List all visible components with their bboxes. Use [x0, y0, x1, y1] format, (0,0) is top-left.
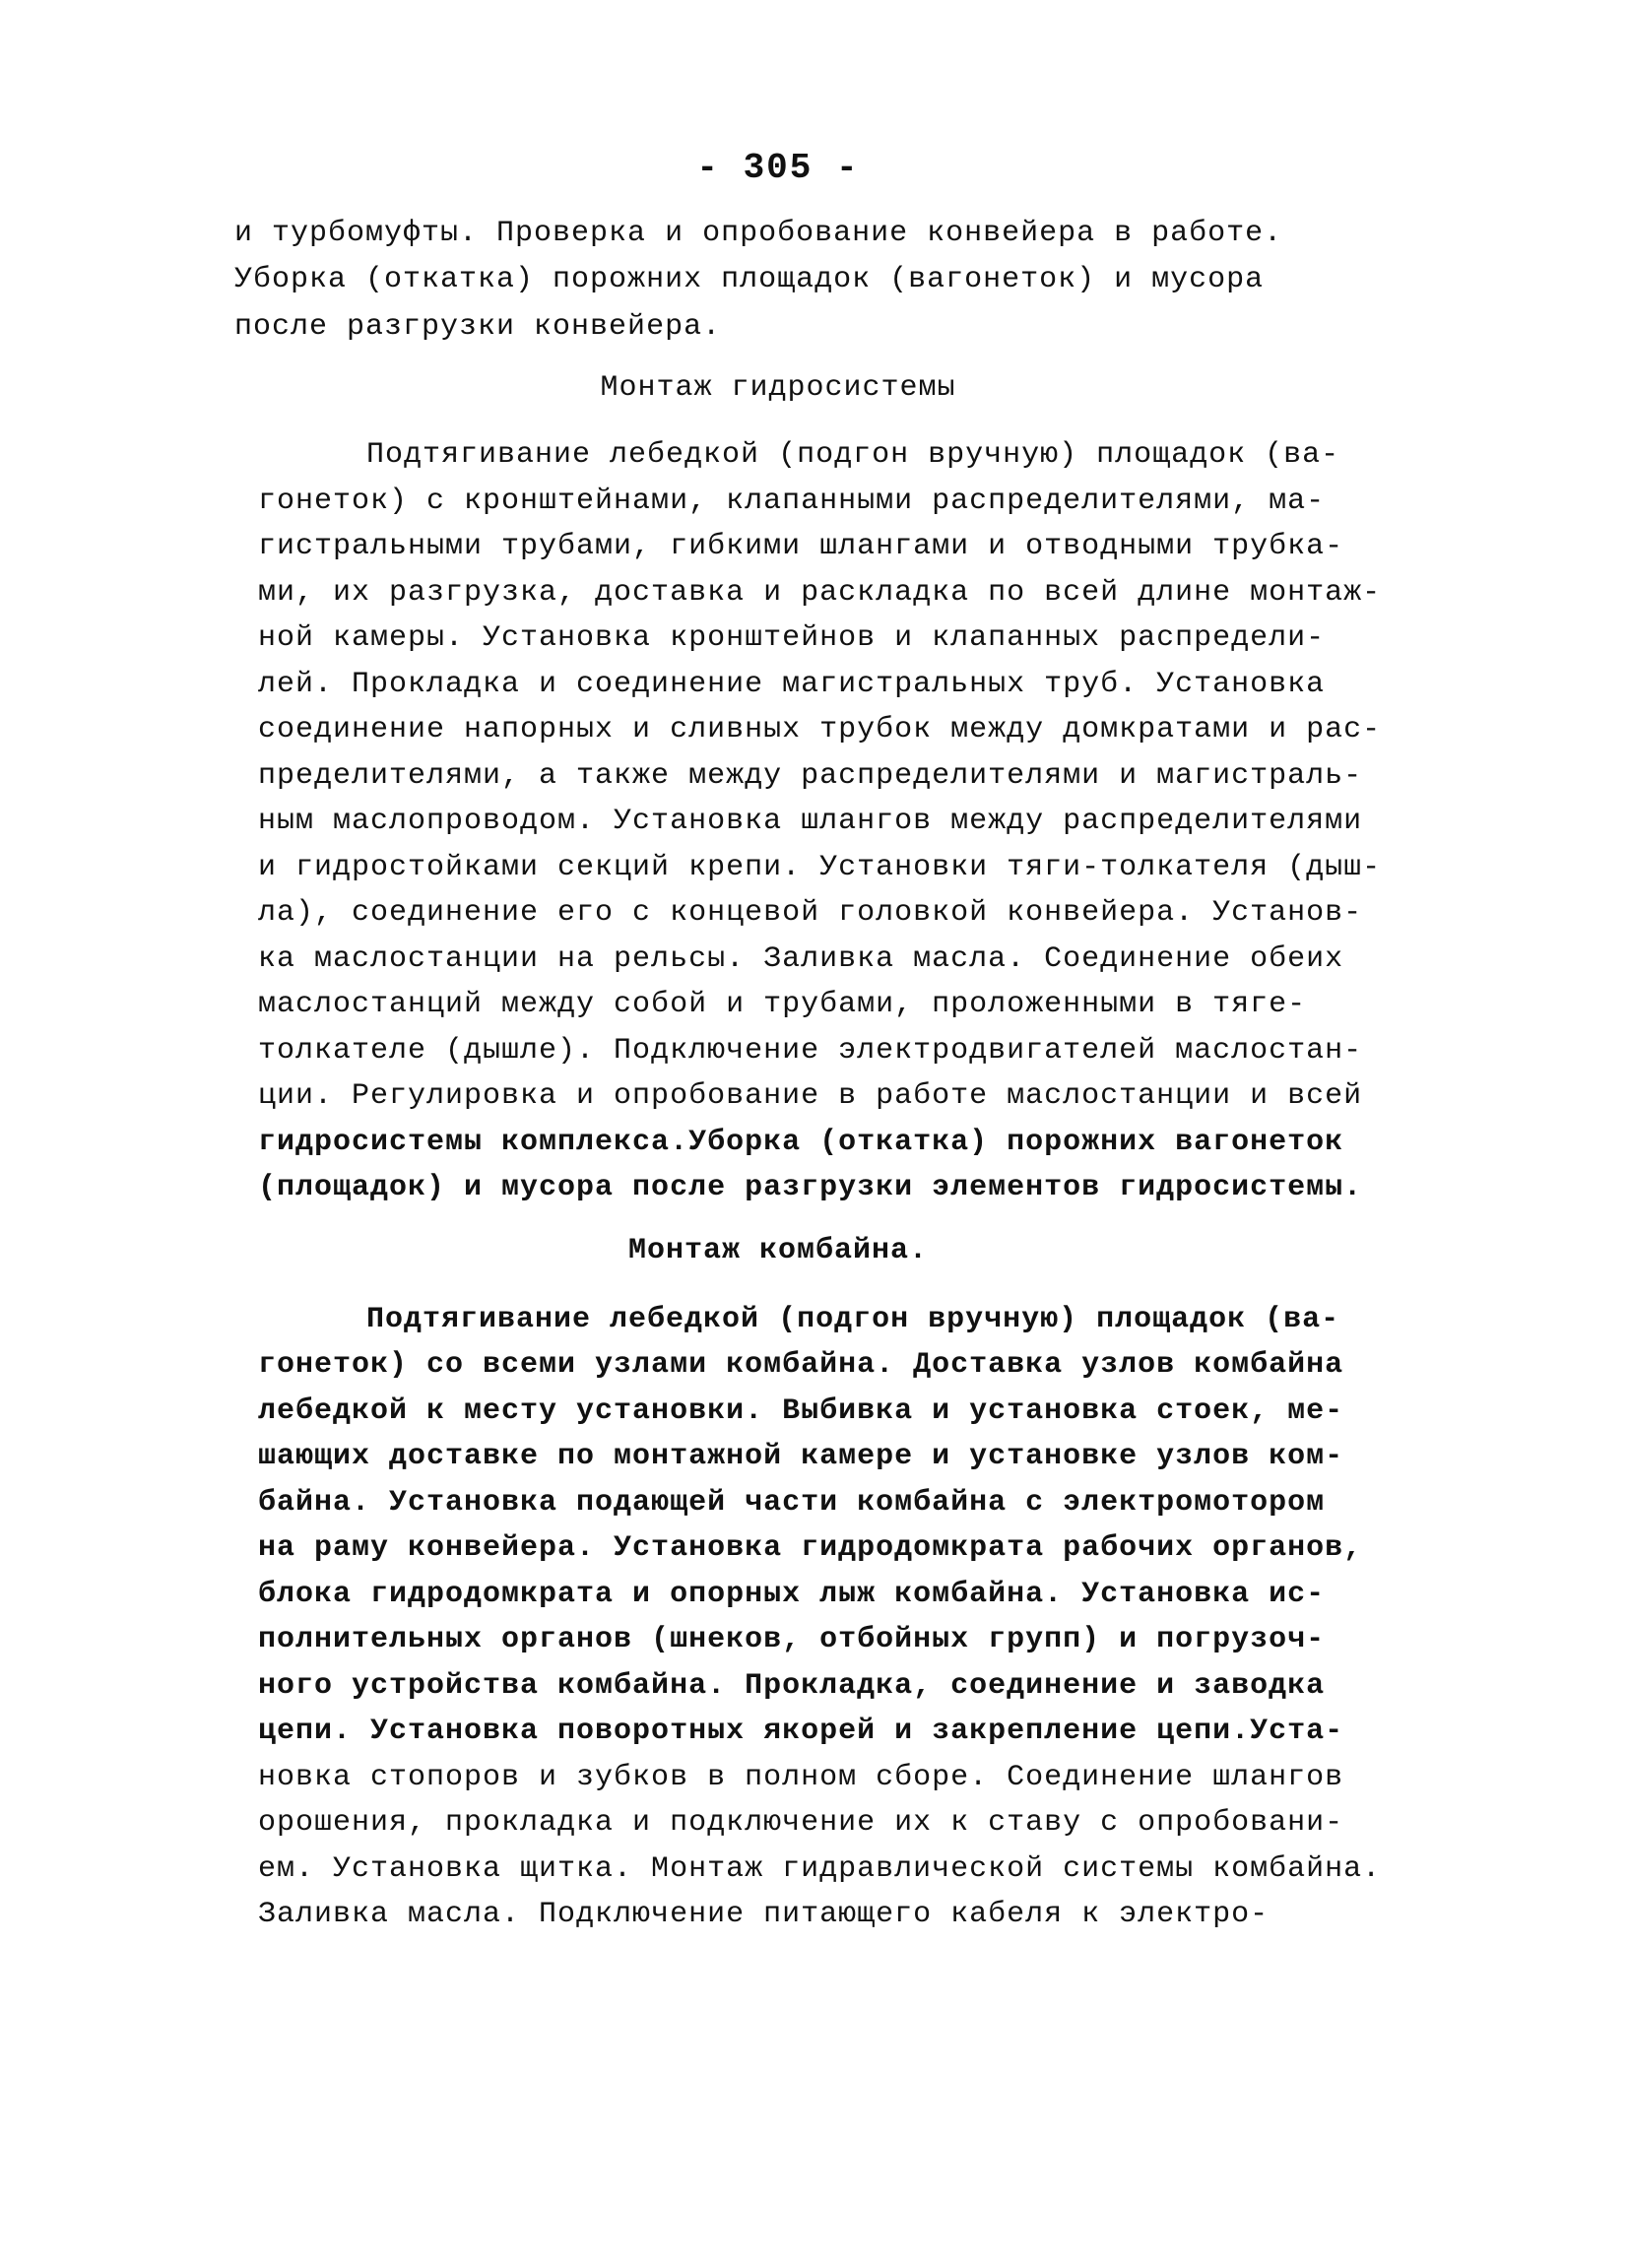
section1-line: соединение напорных и сливных трубок между домкратами и рас-	[258, 713, 1382, 746]
section1-line: гидросистемы комплекса.Уборка (откатка) порожних вагонеток	[258, 1126, 1344, 1159]
section1-line: (площадок) и мусора после разгрузки элементов гидросистемы.	[258, 1171, 1363, 1204]
section1-line: гистральными трубами, гибкими шлангами и отводными трубка-	[258, 530, 1344, 563]
section1-line: и гидростойками секций крепи. Установки тяги-толкателя (дыш-	[258, 851, 1382, 884]
intro-line: и турбомуфты. Проверка и опробование конвейера в работе.	[234, 217, 1283, 250]
section1-line: ции. Регулировка и опробование в работе маслостанции и всей	[258, 1079, 1363, 1113]
section1-line: ми, их разгрузка, доставка и раскладка по всей длине монтаж-	[258, 576, 1382, 610]
section2-line: байна. Установка подающей части комбайна с электромотором	[258, 1486, 1326, 1520]
section2-line: ем. Установка щитка. Монтаж гидравлической системы комбайна.	[258, 1852, 1382, 1886]
section2-line: Подтягивание лебедкой (подгон вручную) площадок (ва-	[366, 1303, 1340, 1336]
section1-line: толкателе (дышле). Подключение электродвигателей маслостан-	[258, 1034, 1363, 1068]
section1-line: Подтягивание лебедкой (подгон вручную) площадок (ва-	[366, 438, 1340, 472]
section2-line: блока гидродомкрата и опорных лыж комбайна. Установка ис-	[258, 1578, 1326, 1611]
intro-line: Уборка (откатка) порожних площадок (вагонеток) и мусора	[234, 263, 1265, 296]
section1-line: лей. Прокладка и соединение магистральных труб. Установка	[258, 668, 1326, 701]
section2-line: орошения, прокладка и подключение их к ставу с опробовани-	[258, 1806, 1344, 1840]
section-heading-hydraulics: Монтаж гидросистемы	[600, 371, 956, 405]
section1-line: маслостанций между собой и трубами, проложенными в тяге-	[258, 988, 1307, 1021]
section2-line: полнительных органов (шнеков, отбойных групп) и погрузоч-	[258, 1623, 1326, 1656]
section2-line: цепи. Установка поворотных якорей и закрепление цепи.Уста-	[258, 1715, 1344, 1748]
section1-line: ла), соединение его с концевой головкой конвейера. Установ-	[258, 896, 1363, 930]
section2-line: ного устройства комбайна. Прокладка, соединение и заводка	[258, 1669, 1326, 1703]
page-number: - 305 -	[696, 148, 860, 188]
section1-line: ка маслостанции на рельсы. Заливка масла. Соединение обеих	[258, 942, 1344, 976]
section2-line: на раму конвейера. Установка гидродомкрата рабочих органов,	[258, 1531, 1363, 1565]
section2-line: Заливка масла. Подключение питающего кабеля к электро-	[258, 1898, 1270, 1931]
section1-line: ным маслопроводом. Установка шлангов между распределителями	[258, 805, 1363, 838]
section1-line: ной камеры. Установка кронштейнов и клапанных распредели-	[258, 621, 1326, 655]
section2-line: новка стопоров и зубков в полном сборе. Соединение шлангов	[258, 1761, 1344, 1794]
section-heading-combine: Монтаж комбайна.	[627, 1234, 929, 1267]
section2-line: шающих доставке по монтажной камере и установке узлов ком-	[258, 1440, 1344, 1473]
section2-line: гонеток) со всеми узлами комбайна. Доставка узлов комбайна	[258, 1348, 1344, 1382]
intro-line: после разгрузки конвейера.	[234, 310, 722, 344]
section1-line: пределителями, а также между распределителями и магистраль-	[258, 759, 1363, 793]
section2-line: лебедкой к месту установки. Выбивка и установка стоек, ме-	[258, 1394, 1344, 1428]
section1-line: гонеток) с кронштейнами, клапанными распределителями, ма-	[258, 485, 1326, 518]
